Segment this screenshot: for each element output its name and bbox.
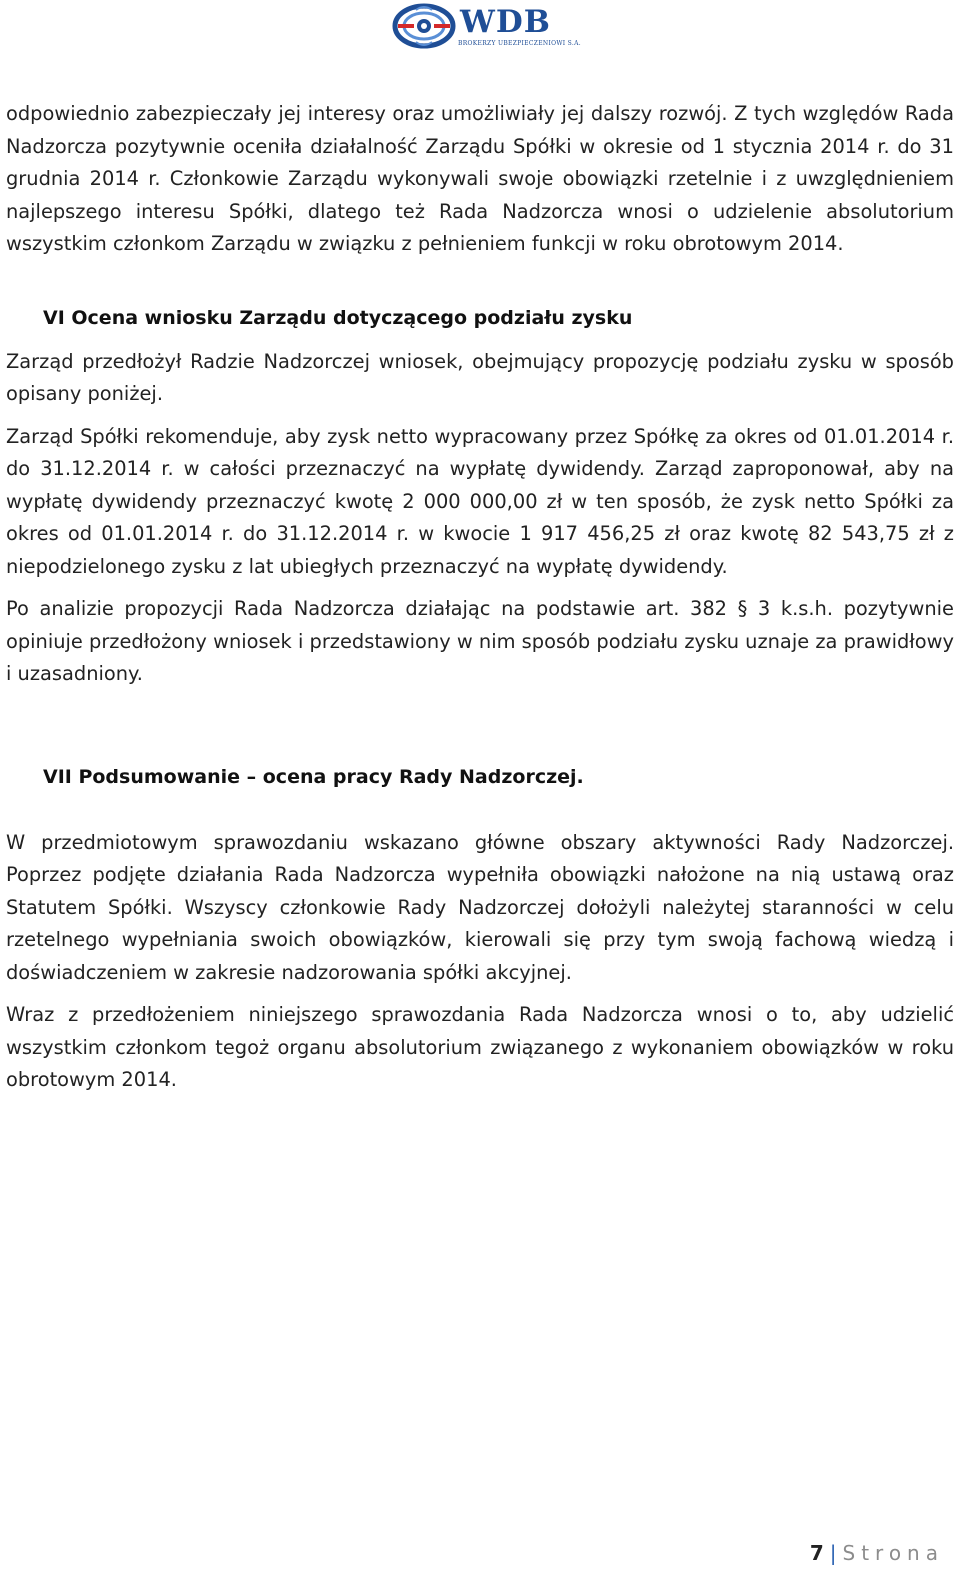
- logo-text: WDB: [460, 4, 551, 40]
- page-header: [0, 0, 960, 60]
- page-footer: [810, 1541, 944, 1565]
- logo-subtitle: BROKERZY UBEZPIECZENIOWI S.A.: [458, 40, 581, 47]
- paragraph-profit-proposal: Zarząd przedłożył Radzie Nadzorczej wniosek, obejmujący propozycję podziału zysku w sposób opisany poniżej.: [6, 349, 954, 405]
- company-logo: [392, 2, 581, 50]
- section-heading-vii: VII Podsumowanie – ocena pracy Rady Nadzorczej.: [43, 765, 584, 788]
- paragraph-summary: W przedmiotowym sprawozdaniu wskazano główne obszary aktywności Rady Nadzorczej. Poprzez podjęte działania Rada Nadzorcza wypełniła obowiązki nałożone na nią ustawą oraz Statutem Spółki. Wszyscy członkowie Rady Nadzorczej dołożyli należytej staranności w celu rzetelnego wypełniania swoich obowiązków, kierowali się przy tym swoją fachową wiedzą i doświadczeniem w zakresie nadzorowania spółki akcyjnej.: [6, 830, 954, 984]
- footer-separator: |: [829, 1541, 837, 1565]
- paragraph-management-assessment: odpowiednio zabezpieczały jej interesy oraz umożliwiały jej dalszy rozwój. Z tych względów Rada Nadzorcza pozytywnie oceniła działalność Zarządu Spółki w okresie od 1 stycznia 2014 r. do 31 grudnia 2014 r. Członkowie Zarządu wykonywali swoje obowiązki rzetelnie i z uwzględnieniem najlepszego interesu Spółki, dlatego też Rada Nadzorcza wnosi o udzielenie absolutorium wszystkim członkom Zarządu w związku z pełnieniem funkcji w roku obrotowym 2014.: [6, 102, 954, 255]
- paragraph-discharge-request: Wraz z przedłożeniem niniejszego sprawozdania Rada Nadzorcza wnosi o to, aby udzielić wszystkim członkom tegoż organu absolutorium związanego z wykonaniem obowiązków w roku obrotowym 2014.: [6, 1003, 954, 1091]
- paragraph-profit-recommendation: Zarząd Spółki rekomenduje, aby zysk netto wypracowany przez Spółkę za okres od 01.01.2014 r. do 31.12.2014 r. w całości przeznaczyć na wypłatę dywidendy. Zarząd zaproponował, aby na wypłatę dywidendy przeznaczyć kwotę 2 000 000,00 zł w ten sposób, że zysk netto Spółki za okres od 01.01.2014 r. do 31.12.2014 r. w kwocie 1 917 456,25 zł oraz kwotę 82 543,75 zł z niepodzielonego zysku z lat ubiegłych przeznaczyć na wypłatę dywidendy.: [6, 424, 954, 578]
- page-label: Strona: [842, 1541, 944, 1565]
- section-heading-vi: VI Ocena wniosku Zarządu dotyczącego podziału zysku: [43, 306, 633, 329]
- paragraph-board-opinion: Po analizie propozycji Rada Nadzorcza działając na podstawie art. 382 § 3 k.s.h. pozytywnie opiniuje przedłożony wniosek i przedstawiony w nim sposób podziału zysku uznaje za prawidłowy i uzasadniony.: [6, 597, 954, 685]
- logo-emblem-icon: [392, 2, 456, 50]
- document-body: [6, 98, 954, 1107]
- page-number: 7: [809, 1541, 824, 1565]
